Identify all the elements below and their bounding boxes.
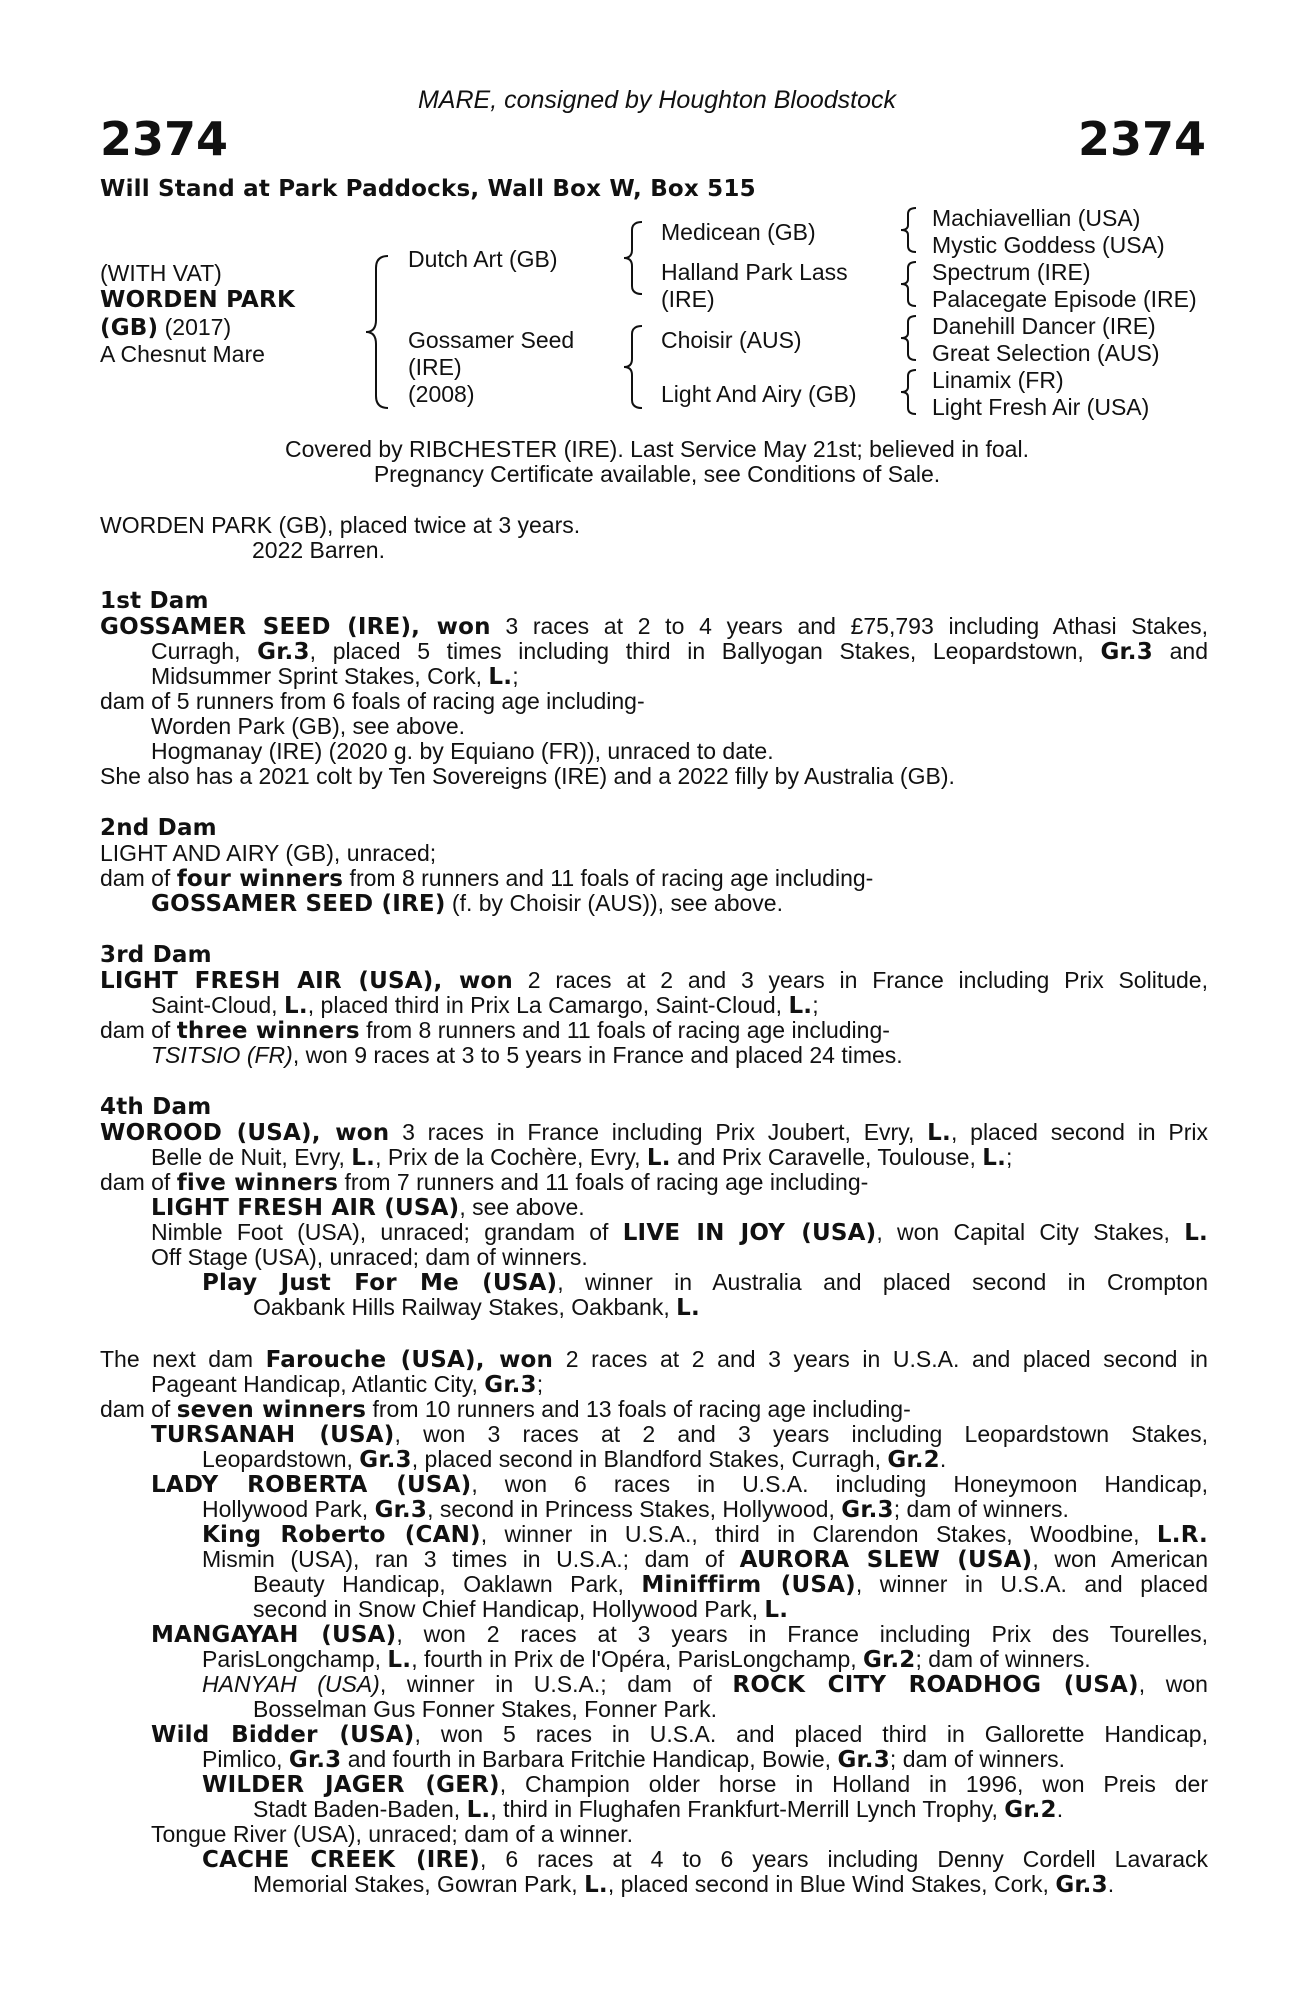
next-dam-line13: ParisLongchamp, L., fourth in Prix de l'Opéra, ParisLongchamp, Gr.2; dam of winners. (202, 1646, 1091, 1673)
next-dam-line16: Wild Bidder (USA), won 5 races in U.S.A. and placed third in Gallorette Handicap, (151, 1721, 1208, 1748)
first-dam-line2: Curragh, Gr.3, placed 5 times including third in Ballyogan Stakes, Leopardstown, Gr.3 and (151, 638, 1209, 665)
stable-location: Will Stand at Park Paddocks, Wall Box W, Box 515 (100, 176, 756, 202)
third-dam-line1: LIGHT FRESH AIR (USA), won 2 races at 2 and 3 years in France including Prix Solitude, (100, 967, 1208, 994)
pedigree-brace-main (360, 252, 400, 412)
horse-description: A Chesnut Mare (100, 341, 265, 367)
covered-line2: Pregnancy Certificate available, see Conditions of Sale. (373, 461, 941, 487)
next-dam-line21: CACHE CREEK (IRE), 6 races at 4 to 6 years including Denny Cordell Lavarack (202, 1846, 1208, 1873)
fourth-dam-line3: dam of five winners from 7 runners and 11 foals of racing age including- (100, 1169, 869, 1196)
pedigree-g7: Linamix (FR) (932, 367, 1064, 393)
pedigree-g3: Spectrum (IRE) (932, 259, 1091, 285)
fourth-dam-line2: Belle de Nuit, Evry, L., Prix de la Cochère, Evry, L. and Prix Caravelle, Toulouse, L.; (151, 1144, 1013, 1171)
pedigree-brace-dam (620, 322, 650, 412)
next-dam-line9: Mismin (USA), ran 3 times in U.S.A.; dam of AURORA SLEW (USA), won American (202, 1546, 1208, 1573)
first-dam-heading: 1st Dam (100, 588, 209, 614)
pedigree-brace-g1 (898, 205, 922, 255)
pedigree-g5: Danehill Dancer (IRE) (932, 313, 1156, 339)
pedigree-dam-dam: Light And Airy (GB) (661, 381, 857, 407)
second-dam-line1: LIGHT AND AIRY (GB), unraced; (100, 840, 437, 866)
first-dam-line7: She also has a 2021 colt by Ten Sovereigns (IRE) and a 2022 filly by Australia (GB). (100, 763, 955, 789)
next-dam-line3: dam of seven winners from 10 runners and 13 foals of racing age including- (100, 1396, 911, 1423)
next-dam-line8: King Roberto (CAN), winner in U.S.A., third in Clarendon Stakes, Woodbine, L.R. (202, 1521, 1208, 1548)
next-dam-line15: Bosselman Gus Fonner Stakes, Fonner Park. (253, 1696, 718, 1722)
pedigree-g1: Machiavellian (USA) (932, 205, 1141, 231)
fourth-dam-line7: Play Just For Me (USA), winner in Australia and placed second in Crompton (202, 1269, 1208, 1296)
horse-country-year (100, 314, 231, 341)
fourth-dam-heading: 4th Dam (100, 1094, 212, 1120)
next-dam-line1: The next dam Farouche (USA), won 2 races at 2 and 3 years in U.S.A. and placed second in (100, 1346, 1208, 1373)
pedigree-dam-line2: (IRE) (408, 354, 462, 380)
lot-number-right: 2374 (1077, 112, 1206, 166)
pedigree-sire-dam-line1: Halland Park Lass (661, 259, 848, 285)
second-dam-heading: 2nd Dam (100, 815, 217, 841)
covered-line1: Covered by RIBCHESTER (IRE). Last Service May 21st; believed in foal. (285, 436, 1029, 462)
next-dam-line6: LADY ROBERTA (USA), won 6 races in U.S.A. including Honeymoon Handicap, (151, 1471, 1208, 1498)
pedigree-brace-g4 (898, 367, 922, 417)
pedigree-dam-line1: Gossamer Seed (408, 327, 575, 353)
first-dam-line5: Worden Park (GB), see above. (151, 713, 466, 739)
pedigree-brace-sire (620, 218, 650, 298)
second-dam-line2: dam of four winners from 8 runners and 11 foals of racing age including- (100, 865, 874, 892)
pedigree-g8: Light Fresh Air (USA) (932, 394, 1150, 420)
next-dam-line19: Stadt Baden-Baden, L., third in Flughafen Frankfurt-Merrill Lynch Trophy, Gr.2. (253, 1796, 1064, 1823)
vat-status: (WITH VAT) (100, 260, 222, 286)
fourth-dam-line5: Nimble Foot (USA), unraced; grandam of LIVE IN JOY (USA), won Capital City Stakes, L. (151, 1219, 1208, 1246)
third-dam-line2: Saint-Cloud, L., placed third in Prix La Camargo, Saint-Cloud, L.; (151, 992, 819, 1019)
fourth-dam-line1: WOROOD (USA), won 3 races in France including Prix Joubert, Evry, L., placed second in Prix (100, 1119, 1208, 1146)
third-dam-line3: dam of three winners from 8 runners and 11 foals of racing age including- (100, 1017, 890, 1044)
next-dam-line2: Pageant Handicap, Atlantic City, Gr.3; (151, 1371, 544, 1398)
next-dam-line17: Pimlico, Gr.3 and fourth in Barbara Fritchie Handicap, Bowie, Gr.3; dam of winners. (202, 1746, 1066, 1773)
pedigree-sire-sire: Medicean (GB) (661, 219, 816, 245)
first-dam-line3: Midsummer Sprint Stakes, Cork, L.; (151, 663, 519, 690)
next-dam-line10: Beauty Handicap, Oaklawn Park, Miniffirm (USA), winner in U.S.A. and placed (253, 1571, 1209, 1598)
pedigree-sire: Dutch Art (GB) (408, 246, 558, 272)
horse-name: WORDEN PARK (100, 287, 295, 313)
next-dam-line22: Memorial Stakes, Gowran Park, L., placed second in Blue Wind Stakes, Cork, Gr.3. (253, 1871, 1115, 1898)
fourth-dam-line6: Off Stage (USA), unraced; dam of winners. (151, 1244, 588, 1270)
pedigree-brace-g3 (898, 313, 922, 363)
summary-line1: WORDEN PARK (GB), placed twice at 3 years. (100, 512, 581, 538)
first-dam-line1: GOSSAMER SEED (IRE), won 3 races at 2 to 4 years and £75,793 including Athasi Stakes, (100, 613, 1208, 640)
pedigree-sire-dam-line2: (IRE) (661, 286, 715, 312)
consignor-line: MARE, consigned by Houghton Bloodstock (417, 86, 897, 114)
pedigree-g2: Mystic Goddess (USA) (932, 232, 1165, 258)
summary-line2: 2022 Barren. (252, 537, 385, 563)
next-dam-line14: HANYAH (USA), winner in U.S.A.; dam of ROCK CITY ROADHOG (USA), won (202, 1671, 1208, 1698)
pedigree-brace-g2 (898, 259, 922, 309)
fourth-dam-line4: LIGHT FRESH AIR (USA), see above. (151, 1194, 585, 1221)
pedigree-dam-line3: (2008) (408, 381, 475, 407)
horse-foaling-year: (2017) (158, 314, 232, 340)
pedigree-g6: Great Selection (AUS) (932, 340, 1160, 366)
next-dam-line18: WILDER JAGER (GER), Champion older horse in Holland in 1996, won Preis der (202, 1771, 1208, 1798)
pedigree-dam-sire: Choisir (AUS) (661, 327, 802, 353)
fourth-dam-line8: Oakbank Hills Railway Stakes, Oakbank, L. (253, 1294, 700, 1321)
third-dam-heading: 3rd Dam (100, 942, 212, 968)
pedigree-g4: Palacegate Episode (IRE) (932, 286, 1197, 312)
horse-country: (GB) (100, 315, 159, 341)
second-dam-line3: GOSSAMER SEED (IRE) (f. by Choisir (AUS)), see above. (151, 890, 783, 917)
third-dam-line4: TSITSIO (FR), won 9 races at 3 to 5 years in France and placed 24 times. (151, 1042, 903, 1068)
lot-number-left: 2374 (100, 112, 229, 166)
first-dam-line4: dam of 5 runners from 6 foals of racing age including- (100, 688, 645, 714)
next-dam-line4: TURSANAH (USA), won 3 races at 2 and 3 years including Leopardstown Stakes, (151, 1421, 1208, 1448)
next-dam-line5: Leopardstown, Gr.3, placed second in Blandford Stakes, Curragh, Gr.2. (202, 1446, 947, 1473)
next-dam-line7: Hollywood Park, Gr.3, second in Princess Stakes, Hollywood, Gr.3; dam of winners. (202, 1496, 1069, 1523)
first-dam-line6: Hogmanay (IRE) (2020 g. by Equiano (FR)), unraced to date. (151, 738, 774, 764)
next-dam-line11: second in Snow Chief Handicap, Hollywood Park, L. (253, 1596, 789, 1623)
next-dam-line12: MANGAYAH (USA), won 2 races at 3 years in France including Prix des Tourelles, (151, 1621, 1208, 1648)
next-dam-line20: Tongue River (USA), unraced; dam of a winner. (151, 1821, 633, 1847)
